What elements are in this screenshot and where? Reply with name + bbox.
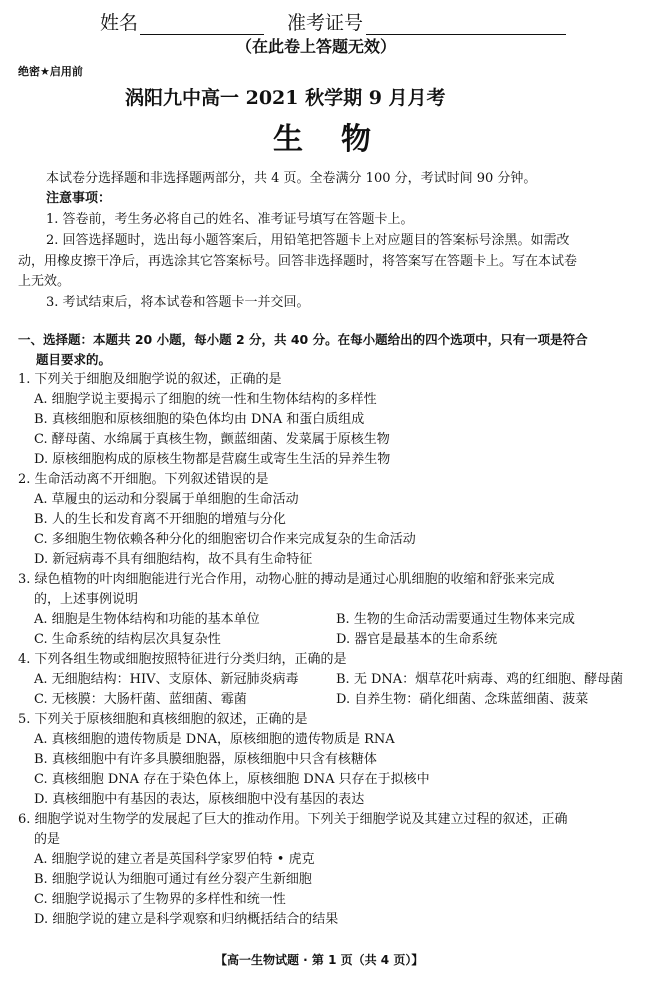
q2-option-c: C. 多细胞生物依赖各种分化的细胞密切合作来完成复杂的生命活动 <box>34 532 416 547</box>
subject-title: 生 物 <box>273 122 375 157</box>
secret-label: 绝密★启用前 <box>18 65 83 78</box>
q3-stem-line-2: 的，上述事例说明 <box>34 592 139 607</box>
q4-stem: 4. 下列各组生物或细胞按照特征进行分类归纳，正确的是 <box>18 652 347 667</box>
q4-option-d: D. 自养生物：硝化细菌、念珠蓝细菌、菠菜 <box>336 692 589 707</box>
q5-option-d: D. 真核细胞中有基因的表达，原核细胞中没有基因的表达 <box>34 792 365 807</box>
q6-stem-line-1: 6. 细胞学说对生物学的发展起了巨大的推动作用。下列关于细胞学说及其建立过程的叙述，正确 <box>18 812 568 827</box>
q3-option-a: A. 细胞是生物体结构和功能的基本单位 <box>34 612 260 627</box>
intro-summary: 本试卷分选择题和非选择题两部分，共 4 页。全卷满分 100 分，考试时间 90 分钟。 <box>46 171 537 186</box>
q6-option-a: A. 细胞学说的建立者是英国科学家罗伯特 • 虎克 <box>34 852 315 867</box>
q1-stem: 1. 下列关于细胞及细胞学说的叙述，正确的是 <box>18 372 282 387</box>
note-1: 1. 答卷前，考生务必将自己的姓名、准考证号填写在答题卡上。 <box>46 212 414 227</box>
note-2-line-3: 上无效。 <box>18 274 71 289</box>
note-2-line-2: 动，用橡皮擦干净后，再选涂其它答案标号。回答非选择题时，将答案写在答题卡上。写在本试卷 <box>18 254 578 269</box>
note-2-line-1: 2. 回答选择题时，选出每小题答案后，用铅笔把答题卡上对应题目的答案标号涂黑。如需改 <box>46 233 570 248</box>
q2-option-b: B. 人的生长和发育离不开细胞的增殖与分化 <box>34 512 286 527</box>
q6-stem-line-2: 的是 <box>34 832 61 847</box>
q5-stem: 5. 下列关于原核细胞和真核细胞的叙述，正确的是 <box>18 712 308 727</box>
notes-title: 注意事项： <box>46 191 112 206</box>
q3-option-c: C. 生命系统的结构层次具复杂性 <box>34 632 221 647</box>
q3-option-d: D. 器官是最基本的生命系统 <box>336 632 498 647</box>
q1-option-d: D. 原核细胞构成的原核生物都是营腐生或寄生生活的异养生物 <box>34 452 391 467</box>
q1-option-c: C. 酵母菌、水绵属于真核生物，颤蓝细菌、发菜属于原核生物 <box>34 432 390 447</box>
q6-option-b: B. 细胞学说认为细胞可通过有丝分裂产生新细胞 <box>34 872 312 887</box>
q4-option-c: C. 无核膜：大肠杆菌、蓝细菌、霉菌 <box>34 692 247 707</box>
q1-option-b: B. 真核细胞和原核细胞的染色体均由 DNA 和蛋白质组成 <box>34 412 365 427</box>
q1-option-a: A. 细胞学说主要揭示了细胞的统一性和生物体结构的多样性 <box>34 392 377 407</box>
q3-option-b: B. 生物的生命活动需要通过生物体来完成 <box>336 612 575 627</box>
q6-option-d: D. 细胞学说的建立是科学观察和归纳概括结合的结果 <box>34 912 339 927</box>
q6-option-c: C. 细胞学说揭示了生物界的多样性和统一性 <box>34 892 286 907</box>
page-footer: 【高一生物试题 · 第 1 页（共 4 页）】 <box>215 953 424 967</box>
q4-option-a: A. 无细胞结构：HIV、支原体、新冠肺炎病毒 <box>34 672 299 687</box>
invalid-note: （在此卷上答题无效） <box>236 37 397 56</box>
exam-id-label: 准考证号 <box>287 12 364 34</box>
note-3: 3. 考试结束后，将本试卷和答题卡一并交回。 <box>46 295 310 310</box>
exam-id-field[interactable] <box>366 16 566 35</box>
exam-title: 涡阳九中高一 2021 秋学期 9 月月考 <box>125 87 446 109</box>
name-label: 姓名 <box>100 12 139 34</box>
q5-option-a: A. 真核细胞的遗传物质是 DNA，原核细胞的遗传物质是 RNA <box>34 732 395 747</box>
q3-stem-line-1: 3. 绿色植物的叶肉细胞能进行光合作用，动物心脏的搏动是通过心肌细胞的收缩和舒张来完成 <box>18 572 555 587</box>
q2-stem: 2. 生命活动离不开细胞。下列叙述错误的是 <box>18 472 269 487</box>
q5-option-b: B. 真核细胞中有许多具膜细胞器，原核细胞中只含有核糖体 <box>34 752 377 767</box>
q2-option-a: A. 草履虫的运动和分裂属于单细胞的生命活动 <box>34 492 299 507</box>
section-heading-line-2: 题目要求的。 <box>36 352 112 367</box>
q4-option-b: B. 无 DNA：烟草花叶病毒、鸡的红细胞、酵母菌 <box>336 672 624 687</box>
q2-option-d: D. 新冠病毒不具有细胞结构，故不具有生命特征 <box>34 552 313 567</box>
name-field[interactable] <box>140 16 264 35</box>
q5-option-c: C. 真核细胞 DNA 存在于染色体上，原核细胞 DNA 只存在于拟核中 <box>34 772 430 787</box>
section-heading-line-1: 一、选择题：本题共 20 小题，每小题 2 分，共 40 分。在每小题给出的四个选项中，只有一项是符合 <box>18 332 588 347</box>
